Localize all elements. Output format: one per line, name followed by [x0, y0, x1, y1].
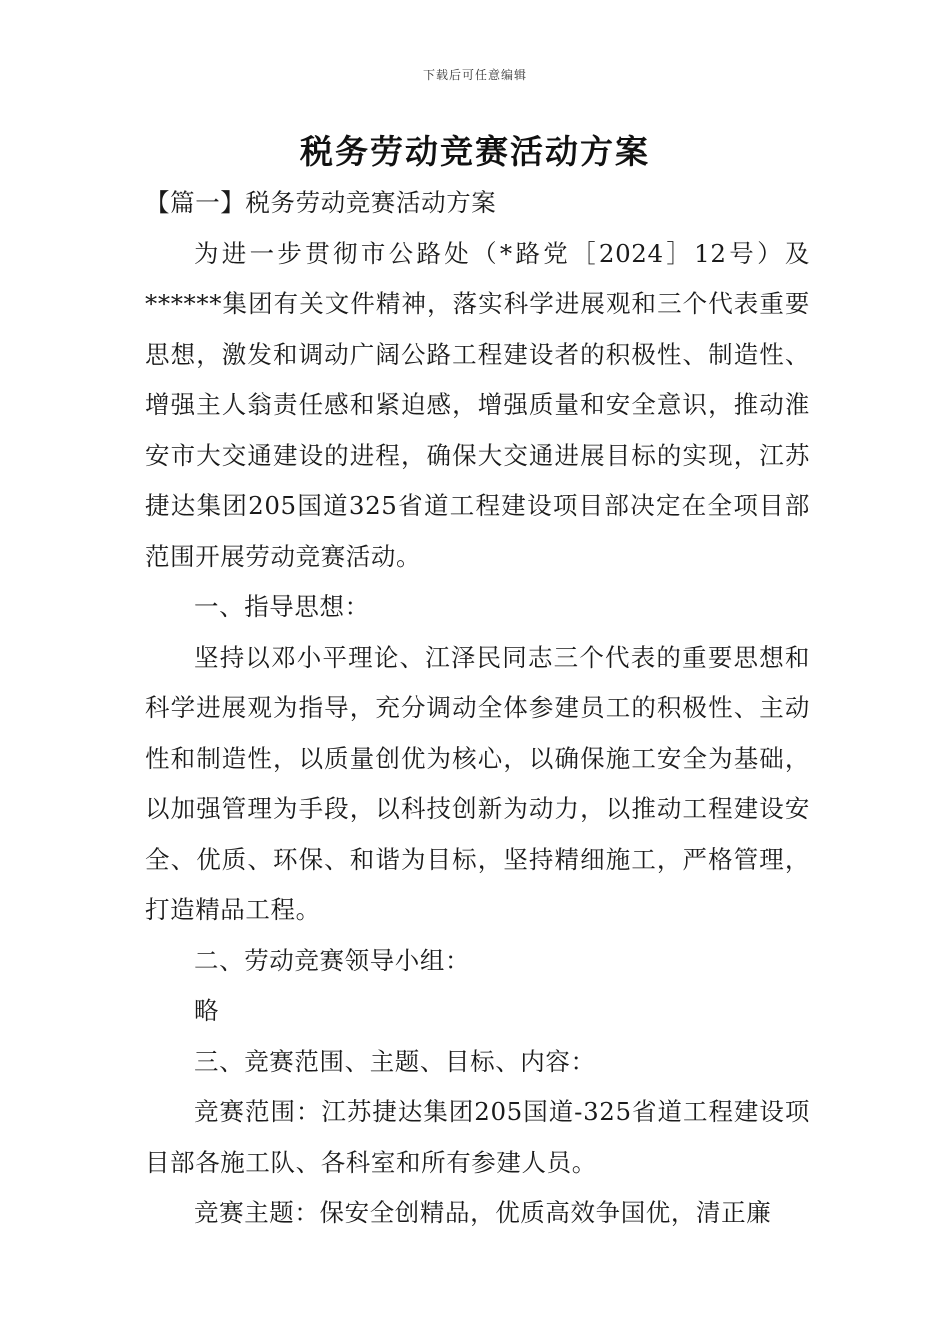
document-body	[145, 178, 810, 1239]
guiding-ideology-paragraph: 坚持以邓小平理论、江泽民同志三个代表的重要思想和科学进展观为指导，充分调动全体参建员工的积极性、主动性和制造性，以质量创优为核心，以确保施工安全为基础，以加强管理为手段，以科技创新为动力，以推动工程建设安全、优质、环保、和谐为目标，坚持精细施工，严格管理，打造精品工程。	[145, 642, 810, 924]
theme-paragraph: 竞赛主题：保安全创精品，优质高效争国优，清正廉	[194, 1198, 772, 1227]
section-heading-scope: 三、竞赛范围、主题、目标、内容：	[194, 1046, 596, 1076]
intro-paragraph: 为进一步贯彻市公路处（*路党［2024］12号）及******集团有关文件精神，落实科学进展观和三个代表重要思想，激发和调动广阔公路工程建设者的积极性、制造性、增强主人翁责任感和紧迫感，增强质量和安全意识，推动淮安市大交通建设的进程，确保大交通进展目标的实现，江苏捷达集团205国道325省道工程建设项目部决定在全项目部范围开展劳动竞赛活动。	[145, 238, 810, 571]
document-title: 税务劳动竞赛活动方案	[300, 132, 650, 171]
section-heading-leading-group: 二、劳动竞赛领导小组：	[194, 945, 471, 975]
section-heading-guiding-ideology: 一、指导思想：	[194, 592, 370, 621]
leading-group-paragraph: 略	[194, 996, 220, 1025]
section-heading-part-one: 【篇一】税务劳动竞赛活动方案	[145, 188, 497, 217]
page-header-note: 下载后可任意编辑	[422, 68, 527, 82]
scope-paragraph: 竞赛范围：江苏捷达集团205国道-325省道工程建设项目部各施工队、各科室和所有参建人员。	[145, 1097, 810, 1177]
